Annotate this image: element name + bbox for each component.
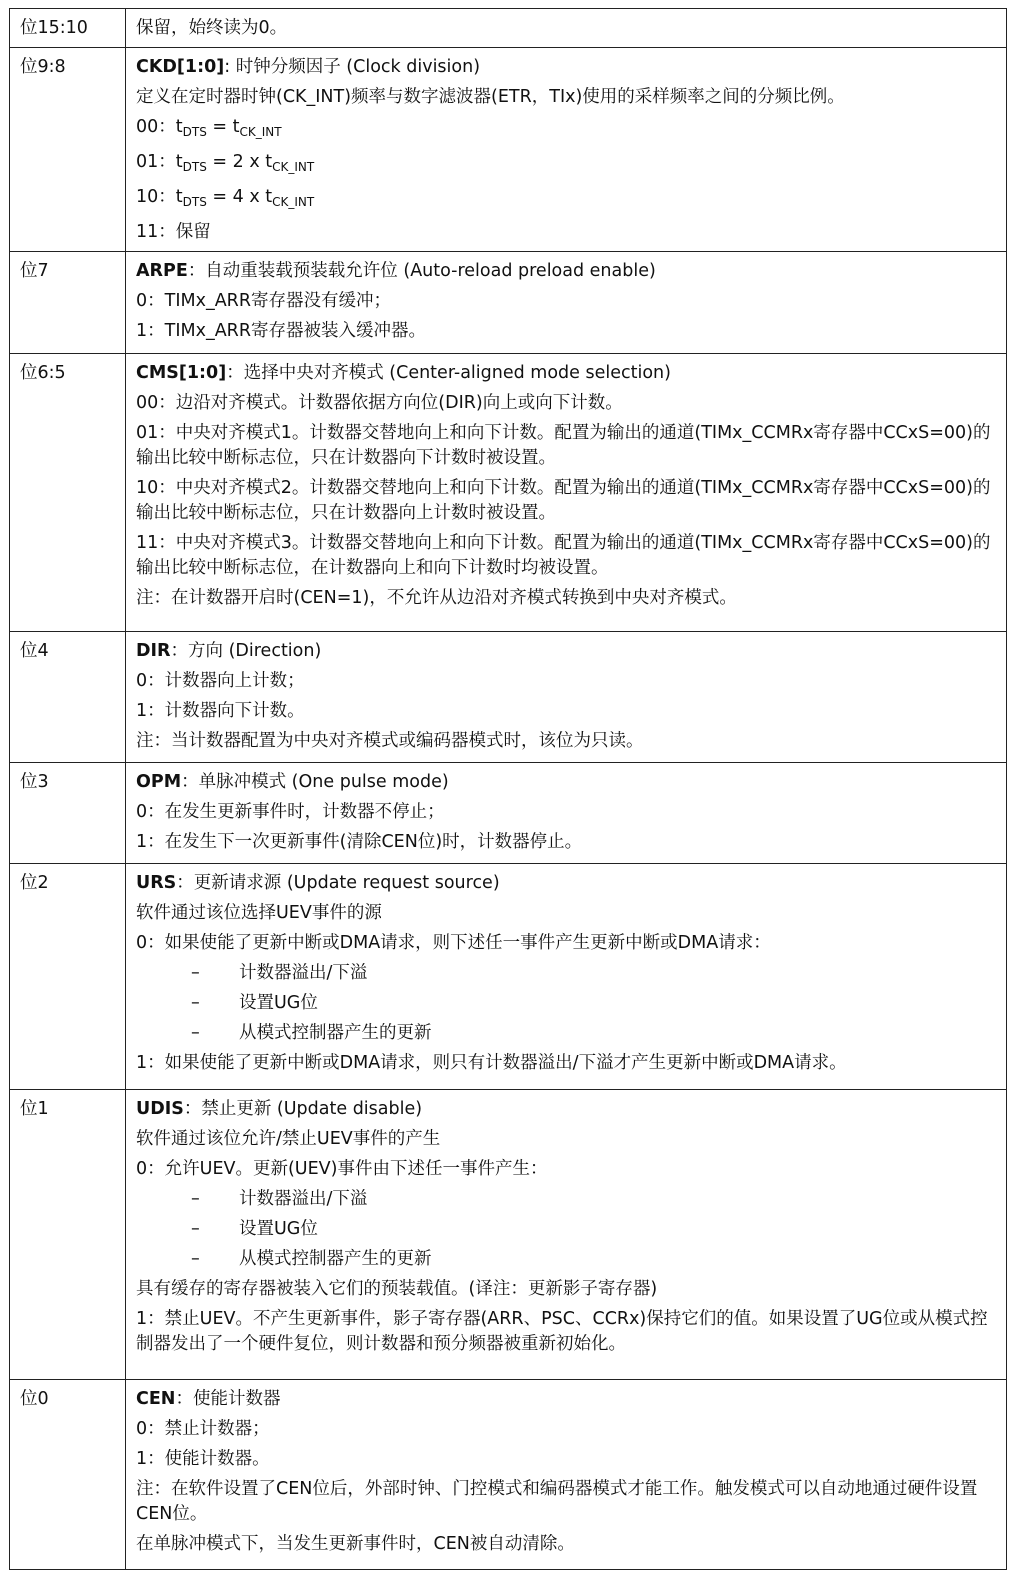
- table-row: [10, 354, 1007, 632]
- description-line: 11：保留: [136, 222, 211, 242]
- description-line: 定义在定时器时钟(CK_INT)频率与数字滤波器(ETR，TIx)使用的采样频率之间的分频比例。: [136, 87, 845, 107]
- description-paragraph: 11：中央对齐模式3。计数器交替地向上和向下计数。配置为输出的通道(TIMx_CCMRx寄存器中CCxS=00)的输出比较中断标志位，在计数器向上和向下计数时均被设置。: [136, 533, 991, 578]
- field-title: [136, 636, 998, 666]
- bullet-item: – 从模式控制器产生的更新: [136, 1018, 998, 1048]
- table-row: [10, 252, 1007, 354]
- table-row: [10, 632, 1007, 763]
- bit-range-cell: 位3: [10, 763, 126, 864]
- field-description: : 时钟分频因子 (Clock division): [224, 57, 481, 77]
- bit-description-cell: [126, 632, 1007, 763]
- field-description: ：自动重装载预装载允许位 (Auto-reload preload enable): [187, 261, 656, 281]
- field-name: UDIS: [136, 1099, 184, 1119]
- description-line: 保留，始终读为0。: [136, 18, 288, 38]
- field-title: [136, 868, 998, 898]
- field-title: [136, 256, 998, 286]
- field-name: CKD[1:0]: [136, 57, 225, 77]
- bit-description-cell: [126, 763, 1007, 864]
- bit-range-cell: 位1: [10, 1090, 126, 1380]
- field-description: ：方向 (Direction): [170, 641, 322, 661]
- description-line: 在单脉冲模式下，当发生更新事件时，CEN被自动清除。: [136, 1534, 575, 1554]
- description-line: 1：如果使能了更新中断或DMA请求，则只有计数器溢出/下溢才产生更新中断或DMA请求。: [136, 1053, 847, 1073]
- description-line: 1：TIMx_ARR寄存器被装入缓冲器。: [136, 321, 426, 341]
- bit-description-cell: [126, 252, 1007, 354]
- bit-description-cell: [126, 1380, 1007, 1570]
- description-line: 软件通过该位允许/禁止UEV事件的产生: [136, 1129, 441, 1149]
- dash-bullet: –: [191, 1023, 200, 1043]
- description-line: 0：如果使能了更新中断或DMA请求，则下述任一事件产生更新中断或DMA请求：: [136, 933, 771, 953]
- formula-line: 10：$t_{DTS} = 4$ x $t_{CK\_INT}$: [136, 187, 315, 209]
- field-title: [136, 767, 998, 797]
- description-line: 0：计数器向上计数；: [136, 671, 305, 691]
- register-bit-table: [9, 8, 1007, 1570]
- description-line: 00：边沿对齐模式。计数器依据方向位(DIR)向上或向下计数。: [136, 393, 623, 413]
- dash-bullet: –: [191, 993, 200, 1013]
- bullet-item: – 设置UG位: [136, 1214, 998, 1244]
- description-line: 软件通过该位选择UEV事件的源: [136, 903, 382, 923]
- bit-range-cell: 位6:5: [10, 354, 126, 632]
- description-line: 0：在发生更新事件时，计数器不停止；: [136, 802, 445, 822]
- description-paragraph: 1：禁止UEV。不产生更新事件，影子寄存器(ARR、PSC、CCRx)保持它们的值。如果设置了UG位或从模式控制器发出了一个硬件复位，则计数器和预分频器被重新初始化。: [136, 1309, 988, 1354]
- bit-description-cell: [126, 9, 1007, 48]
- description-line: 1：使能计数器。: [136, 1449, 270, 1469]
- note-line: 注：当计数器配置为中央对齐模式或编码器模式时，该位为只读。: [136, 731, 644, 751]
- table-row: [10, 48, 1007, 252]
- description-paragraph: 10：中央对齐模式2。计数器交替地向上和向下计数。配置为输出的通道(TIMx_CCMRx寄存器中CCxS=00)的输出比较中断标志位，只在计数器向上计数时被设置。: [136, 478, 991, 523]
- bit-range-cell: 位4: [10, 632, 126, 763]
- bit-range-cell: 位15:10: [10, 9, 126, 48]
- field-title: [136, 358, 998, 388]
- dash-bullet: –: [191, 1189, 200, 1209]
- bullet-item: – 从模式控制器产生的更新: [136, 1244, 998, 1274]
- field-description: ：更新请求源 (Update request source): [176, 873, 500, 893]
- bit-description-cell: [126, 1090, 1007, 1380]
- bullet-item: – 计数器溢出/下溢: [136, 1184, 998, 1214]
- description-line: 0：禁止计数器；: [136, 1419, 270, 1439]
- bullet-item: – 设置UG位: [136, 988, 998, 1018]
- bit-range-cell: 位2: [10, 864, 126, 1090]
- field-title: [136, 1384, 998, 1414]
- field-description: ：使能计数器: [175, 1389, 281, 1409]
- bit-description-cell: [126, 864, 1007, 1090]
- field-description: ：选择中央对齐模式 (Center-aligned mode selection): [226, 363, 671, 383]
- formula-line: 00：$t_{DTS} = t_{CK\_INT}$: [136, 117, 282, 139]
- bit-description-cell: [126, 354, 1007, 632]
- description-paragraph: 01：中央对齐模式1。计数器交替地向上和向下计数。配置为输出的通道(TIMx_CCMRx寄存器中CCxS=00)的输出比较中断标志位，只在计数器向下计数时被设置。: [136, 423, 991, 468]
- field-title: [136, 1094, 998, 1124]
- description-line: 0：允许UEV。更新(UEV)事件由下述任一事件产生：: [136, 1159, 548, 1179]
- description-line: 1：计数器向下计数。: [136, 701, 305, 721]
- dash-bullet: –: [191, 963, 200, 983]
- field-description: ：禁止更新 (Update disable): [183, 1099, 423, 1119]
- table-row: [10, 1380, 1007, 1570]
- register-table-body: [10, 9, 1007, 1570]
- table-row: [10, 763, 1007, 864]
- dash-bullet: –: [191, 1249, 200, 1269]
- field-title: [136, 52, 998, 82]
- field-description: ：单脉冲模式 (One pulse mode): [181, 772, 449, 792]
- field-name: DIR: [136, 641, 171, 661]
- description-line: 具有缓存的寄存器被装入它们的预装载值。(译注：更新影子寄存器): [136, 1279, 658, 1299]
- field-name: OPM: [136, 772, 182, 792]
- field-name: CMS[1:0]: [136, 363, 227, 383]
- register-description-document: [9, 8, 1007, 1558]
- table-row: [10, 9, 1007, 48]
- table-row: [10, 1090, 1007, 1380]
- field-name: ARPE: [136, 261, 188, 281]
- table-row: [10, 864, 1007, 1090]
- description-line: 1：在发生下一次更新事件(清除CEN位)时，计数器停止。: [136, 832, 583, 852]
- bit-range-cell: 位7: [10, 252, 126, 354]
- field-name: CEN: [136, 1389, 176, 1409]
- bit-range-cell: 位0: [10, 1380, 126, 1570]
- field-name: URS: [136, 873, 177, 893]
- bit-range-cell: 位9:8: [10, 48, 126, 252]
- note-line: 注：在计数器开启时(CEN=1)，不允许从边沿对齐模式转换到中央对齐模式。: [136, 588, 737, 608]
- dash-bullet: –: [191, 1219, 200, 1239]
- bit-description-cell: [126, 48, 1007, 252]
- bullet-item: – 计数器溢出/下溢: [136, 958, 998, 988]
- description-line: 0：TIMx_ARR寄存器没有缓冲；: [136, 291, 391, 311]
- note-paragraph: 注：在软件设置了CEN位后，外部时钟、门控模式和编码器模式才能工作。触发模式可以自动地通过硬件设置CEN位。: [136, 1479, 978, 1524]
- formula-line: 01：$t_{DTS} = 2$ x $t_{CK\_INT}$: [136, 152, 315, 174]
